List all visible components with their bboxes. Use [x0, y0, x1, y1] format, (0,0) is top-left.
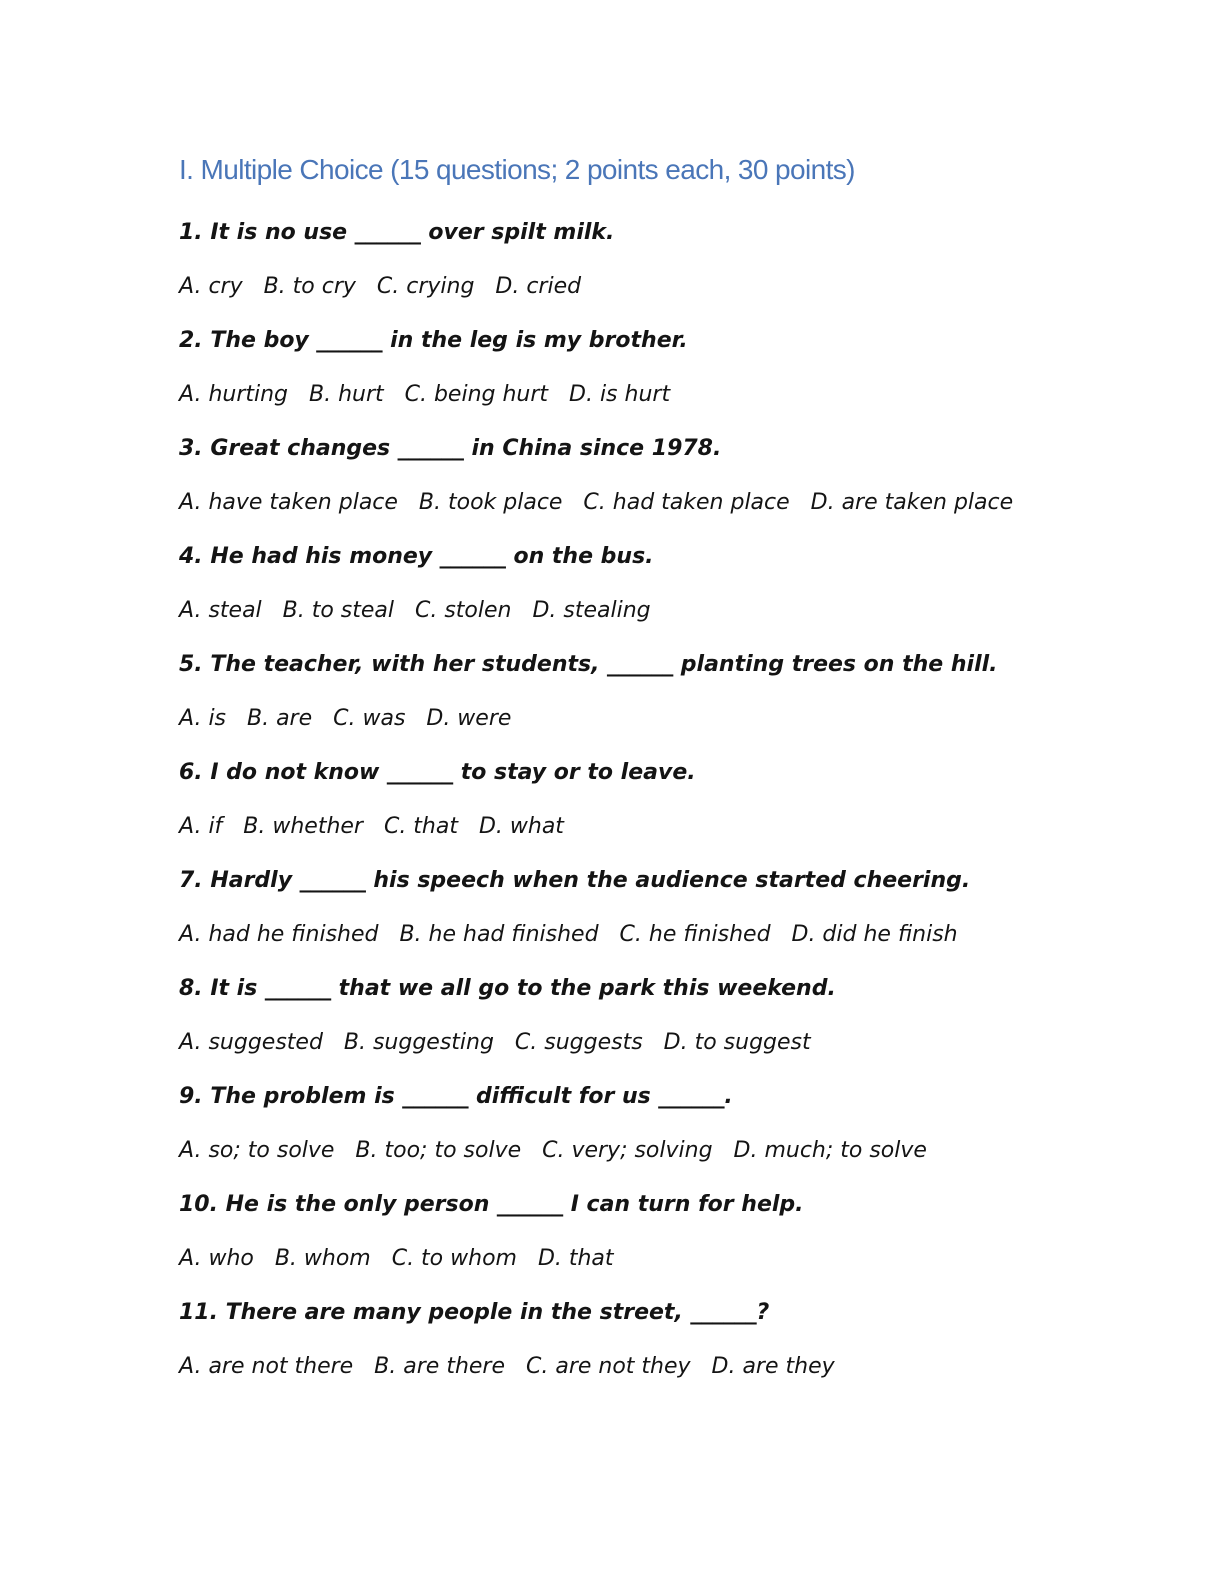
answer-options: A. hurting B. hurt C. being hurt D. is hurt	[179, 382, 671, 407]
answer-options: A. who B. whom C. to whom D. that	[179, 1246, 614, 1271]
question-item	[179, 530, 1139, 638]
answer-options: A. if B. whether C. that D. what	[179, 814, 564, 839]
question-stem: 10. He is the only person ______ I can turn for help.	[179, 1192, 804, 1217]
question-stem: 7. Hardly ______ his speech when the audience started cheering.	[179, 868, 971, 893]
question-item	[179, 206, 1139, 314]
exam-page	[179, 148, 1139, 1394]
question-stem: 3. Great changes ______ in China since 1978.	[179, 436, 722, 461]
question-stem: 1. It is no use ______ over spilt milk.	[179, 220, 615, 245]
question-stem: 2. The boy ______ in the leg is my brother.	[179, 328, 688, 353]
answer-options: A. have taken place B. took place C. had taken place D. are taken place	[179, 490, 1014, 515]
question-item	[179, 1286, 1139, 1394]
question-stem: 9. The problem is ______ difficult for us ______.	[179, 1084, 733, 1109]
question-stem: 5. The teacher, with her students, ______ planting trees on the hill.	[179, 652, 998, 677]
question-item	[179, 638, 1139, 746]
answer-options: A. so; to solve B. too; to solve C. very; solving D. much; to solve	[179, 1138, 927, 1163]
answer-options: A. is B. are C. was D. were	[179, 706, 512, 731]
question-stem: 11. There are many people in the street, ______?	[179, 1300, 770, 1325]
answer-options: A. cry B. to cry C. crying D. cried	[179, 274, 582, 299]
question-item	[179, 854, 1139, 962]
question-stem: 4. He had his money ______ on the bus.	[179, 544, 654, 569]
answer-options: A. are not there B. are there C. are not they D. are they	[179, 1354, 835, 1379]
question-stem: 6. I do not know ______ to stay or to leave.	[179, 760, 696, 785]
question-item	[179, 746, 1139, 854]
question-item	[179, 1070, 1139, 1178]
question-stem: 8. It is ______ that we all go to the park this weekend.	[179, 976, 836, 1001]
question-item	[179, 1178, 1139, 1286]
question-item	[179, 314, 1139, 422]
section-title: I. Multiple Choice (15 questions; 2 points each, 30 points)	[179, 154, 855, 185]
question-list	[179, 206, 1139, 1394]
question-item	[179, 422, 1139, 530]
question-item	[179, 962, 1139, 1070]
answer-options: A. had he finished B. he had finished C. he finished D. did he finish	[179, 922, 958, 947]
answer-options: A. suggested B. suggesting C. suggests D. to suggest	[179, 1030, 811, 1055]
answer-options: A. steal B. to steal C. stolen D. stealing	[179, 598, 651, 623]
